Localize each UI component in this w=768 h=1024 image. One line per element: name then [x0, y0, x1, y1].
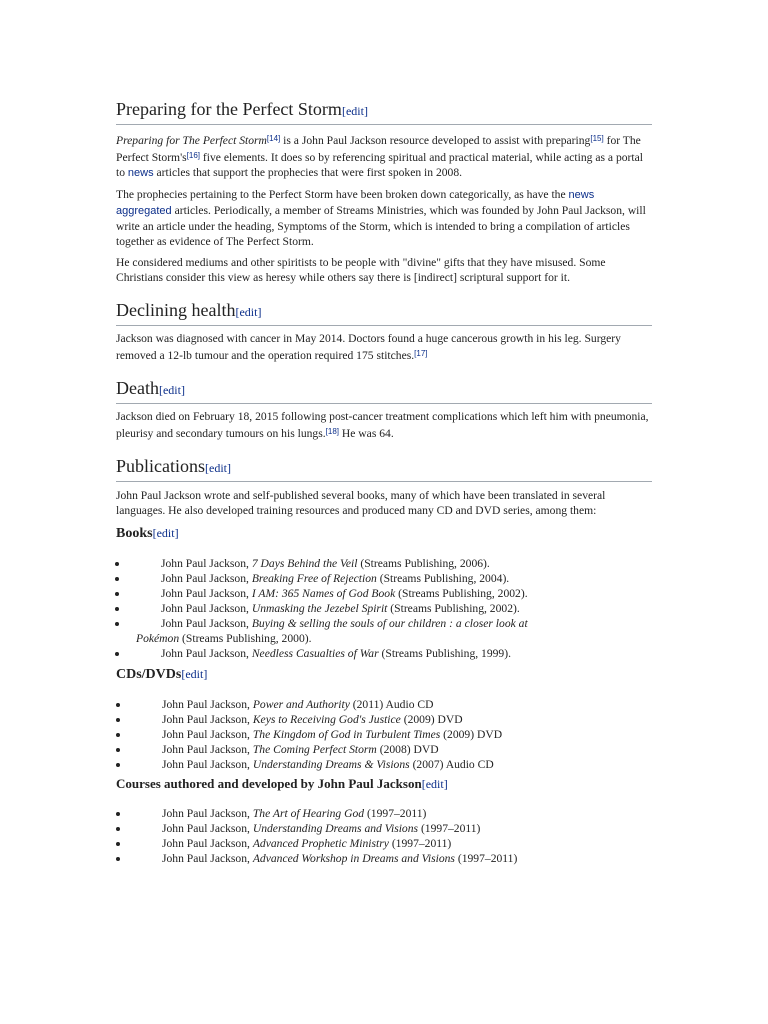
list-item: John Paul Jackson, The Kingdom of God in Turbulent Times (2009) DVD: [116, 727, 652, 742]
paragraph: Jackson was diagnosed with cancer in May 2014. Doctors found a huge cancerous growth in his leg. Surgery removed a 12-lb tumour and the operation required 175 stitches.[17]: [116, 332, 621, 362]
paragraph: Preparing for The Perfect Storm[14] is a John Paul Jackson resource developed to assist with preparing[15] for The Perfect Storm's[16] five elements. It does so by referencing spiritual and practical material, while acting as a portal to news articles that support the prophecies that were first spoken in 2008.: [116, 134, 643, 179]
citation-link[interactable]: [16]: [186, 151, 201, 160]
list-item: John Paul Jackson, Power and Authority (2011) Audio CD: [116, 697, 652, 712]
list-item: John Paul Jackson, Keys to Receiving God's Justice (2009) DVD: [116, 712, 652, 727]
list-item: John Paul Jackson, Unmasking the Jezebel Spirit (Streams Publishing, 2002).: [115, 601, 652, 616]
edit-link[interactable]: [edit]: [341, 104, 368, 118]
list-item: John Paul Jackson, Breaking Free of Rejection (Streams Publishing, 2004).: [115, 571, 652, 586]
section-heading-publications: [116, 455, 652, 482]
list-item: John Paul Jackson, The Coming Perfect Storm (2008) DVD: [116, 742, 652, 757]
list-item: John Paul Jackson, Understanding Dreams & Visions (2007) Audio CD: [116, 757, 652, 772]
citation-link[interactable]: [14]: [266, 134, 281, 143]
subsection-title: Courses authored and developed by John Paul Jackson: [116, 776, 422, 791]
section-title: Publications: [116, 456, 205, 476]
news-link[interactable]: news: [127, 167, 154, 179]
paragraph: The prophecies pertaining to the Perfect Storm have been broken down categorically, as have the news aggregated articles. Periodically, a member of Streams Ministries, which was founded by John Paul Jackson, will write an article under the heading, Symptoms of the Storm, which is intended to bring a compilation of articles together as evidence of The Perfect Storm.: [116, 188, 646, 248]
article-body: [116, 98, 652, 866]
section-title: Declining health: [116, 300, 236, 320]
subsection-title: Books: [116, 526, 153, 541]
courses-list: [116, 806, 652, 866]
edit-link[interactable]: [edit]: [205, 461, 231, 475]
italic-title: Preparing for The Perfect Storm: [116, 134, 267, 147]
list-item: John Paul Jackson, Advanced Workshop in Dreams and Visions (1997–2011): [116, 851, 652, 866]
list-item: John Paul Jackson, Needless Casualties of War (Streams Publishing, 1999).: [115, 646, 652, 661]
subsection-heading-cds: [116, 665, 652, 684]
section-heading-preparing: [116, 98, 652, 125]
subsection-heading-books: [116, 524, 652, 543]
section-title: Death: [116, 378, 159, 398]
news-aggregated-link[interactable]: news aggregated: [116, 189, 595, 217]
citation-link[interactable]: [15]: [590, 134, 604, 143]
citation-link[interactable]: [18]: [325, 427, 339, 436]
section-heading-death: [116, 377, 652, 404]
section-title: Preparing for the Perfect Storm: [116, 99, 342, 119]
list-item: John Paul Jackson, 7 Days Behind the Veil (Streams Publishing, 2006).: [115, 556, 652, 571]
subsection-title: CDs/DVDs: [116, 667, 182, 682]
subsection-heading-courses: [116, 775, 652, 793]
paragraph: John Paul Jackson wrote and self-published several books, many of which have been translated in several languages. He also developed training resources and produced many CD and DVD series, among them:: [116, 489, 606, 517]
edit-link[interactable]: [edit]: [181, 667, 208, 681]
cds-list: [116, 697, 652, 772]
citation-link[interactable]: [17]: [414, 349, 428, 358]
edit-link[interactable]: [edit]: [158, 383, 185, 397]
paragraph: Jackson died on February 18, 2015 following post-cancer treatment complications which left him with pneumonia, pleurisy and secondary tumours on his lungs.[18] He was 64.: [116, 410, 649, 440]
edit-link[interactable]: [edit]: [421, 777, 448, 791]
edit-link[interactable]: [edit]: [152, 526, 179, 540]
list-item: John Paul Jackson, Buying & selling the souls of our children : a closer look at Pokémon (Streams Publishing, 2000).: [115, 616, 652, 646]
paragraph: He considered mediums and other spiritists to be people with "divine" gifts that they have misused. Some Christians consider this view as heresy while others say there is [indirect] scriptural support for it.: [116, 256, 606, 284]
edit-link[interactable]: [edit]: [235, 305, 262, 319]
books-list: [115, 556, 652, 661]
list-item: John Paul Jackson, The Art of Hearing God (1997–2011): [116, 806, 652, 821]
list-item: John Paul Jackson, I AM: 365 Names of God Book (Streams Publishing, 2002).: [115, 586, 652, 601]
list-item: John Paul Jackson, Advanced Prophetic Ministry (1997–2011): [116, 836, 652, 851]
section-heading-health: [116, 299, 652, 326]
list-item: John Paul Jackson, Understanding Dreams and Visions (1997–2011): [116, 821, 652, 836]
